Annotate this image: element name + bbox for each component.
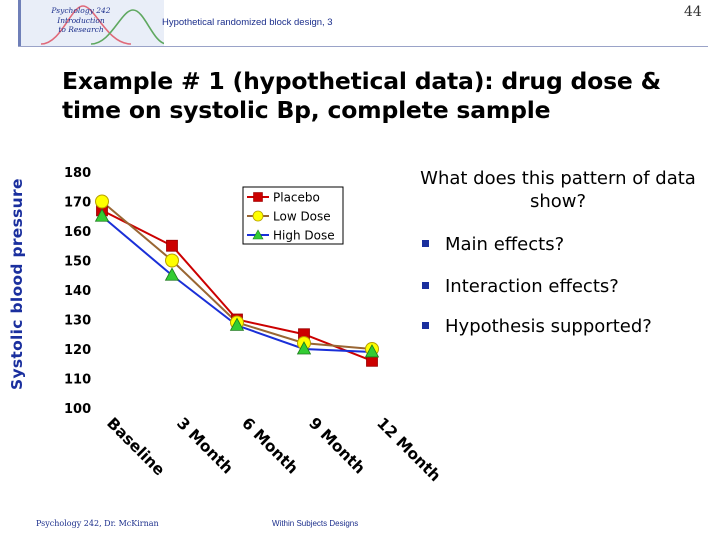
high-dose-point	[166, 268, 179, 280]
page-number: 44	[684, 4, 702, 20]
question-text: What does this pattern of data show?	[420, 168, 696, 212]
legend-circle-marker	[253, 211, 263, 221]
y-tick-label: 110	[64, 372, 92, 388]
legend-label: High Dose	[273, 228, 335, 243]
legend-label: Placebo	[273, 190, 320, 205]
square-bullet-icon	[422, 282, 429, 289]
bullet-text: Hypothesis supported?	[445, 316, 652, 337]
y-tick-label: 160	[64, 225, 92, 240]
y-tick-label: 130	[64, 313, 92, 329]
header-title: Hypothetical randomized block design, 3	[162, 17, 333, 28]
y-tick-label: 180	[64, 166, 92, 181]
y-tick-label: 150	[64, 254, 92, 270]
x-tick-label: 3 Month	[173, 414, 237, 478]
x-tick-label: 6 Month	[238, 414, 302, 478]
bullet-text: Interaction effects?	[445, 276, 619, 297]
legend-square-marker	[254, 193, 263, 202]
y-tick-label: 170	[64, 195, 92, 211]
x-tick-label: 9 Month	[305, 414, 369, 478]
bullet-text: Main effects?	[445, 234, 565, 255]
footer-instructor: Psychology 242, Dr. McKirnan	[36, 519, 159, 528]
placebo-point	[167, 240, 178, 251]
low-dose-point	[166, 254, 179, 267]
y-tick-label: 100	[64, 402, 92, 417]
low-dose-point	[96, 195, 109, 208]
square-bullet-icon	[422, 322, 429, 329]
slide-title: Example # 1 (hypothetical data): drug dose & time on systolic Bp, complete sample	[62, 67, 661, 124]
footer-topic: Within Subjects Designs	[272, 519, 359, 528]
x-tick-label: 12 Month	[373, 414, 445, 486]
square-bullet-icon	[422, 240, 429, 247]
y-tick-label: 140	[64, 284, 92, 299]
y-axis-title: Systolic blood pressure	[8, 178, 26, 390]
x-tick-label: Baseline	[103, 414, 169, 480]
logo-text: Psychology 242 Introduction to Research	[51, 6, 111, 34]
y-tick-label: 120	[64, 343, 92, 358]
legend-label: Low Dose	[273, 209, 331, 224]
